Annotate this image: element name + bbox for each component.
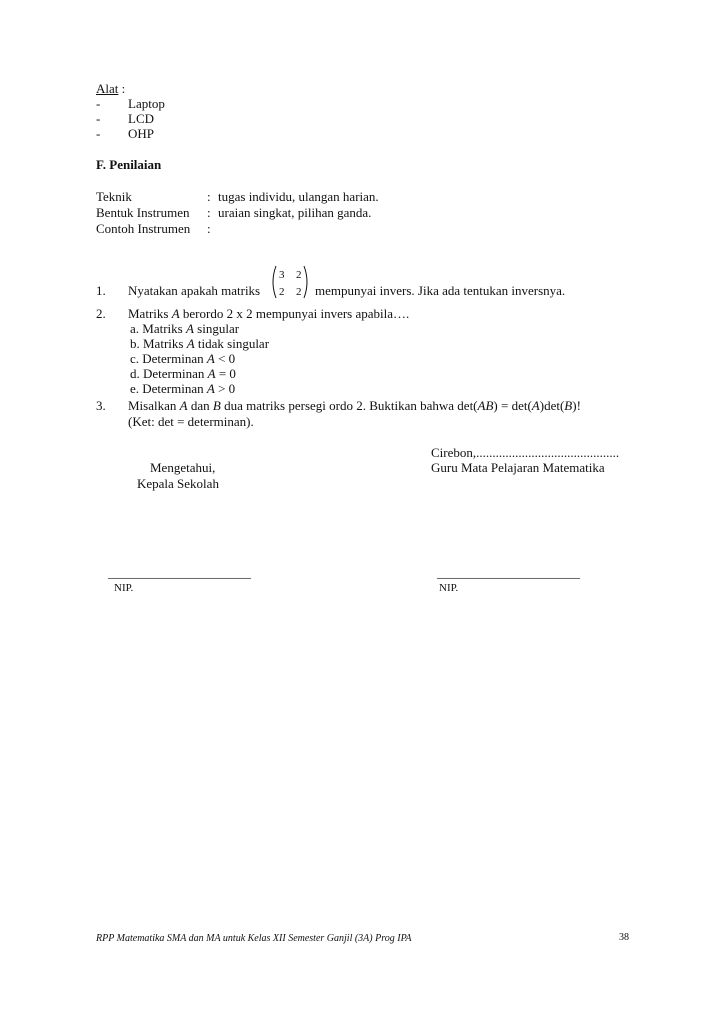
option-d-var: A <box>207 366 216 381</box>
option-b-post: tidak singular <box>194 336 270 351</box>
option-c-pre: c. Determinan <box>130 351 207 366</box>
question-3-text-part: Misalkan <box>128 398 180 413</box>
signature-left-nip: NIP. <box>114 582 134 594</box>
option-e-pre: e. Determinan <box>130 381 207 396</box>
signature-left-line: ______________________ <box>108 565 251 580</box>
matrix-cell-r1c1: 3 <box>279 269 285 281</box>
question-3-text-part: dan <box>187 398 213 413</box>
assessment-colon: : <box>207 205 211 220</box>
tools-heading <box>96 81 125 97</box>
question-3-var: AB <box>477 398 494 413</box>
tools-bullet: - <box>96 96 101 111</box>
option-d-post: = 0 <box>215 366 236 381</box>
signature-right-nip: NIP. <box>439 582 459 594</box>
option-d <box>130 366 236 382</box>
tools-item-ohp: OHP <box>128 126 155 141</box>
option-e <box>130 381 235 397</box>
question-3-text-part: )! <box>572 398 581 413</box>
signature-left-line1: Mengetahui, <box>150 460 216 475</box>
option-b-var: A <box>186 336 195 351</box>
signature-place-date: Cirebon,............................................ <box>431 445 620 460</box>
assessment-label-contoh: Contoh Instrumen <box>96 221 191 236</box>
option-b <box>130 336 269 352</box>
question-3-text <box>128 398 581 414</box>
tools-item-lcd: LCD <box>128 111 154 126</box>
assessment-colon: : <box>207 221 211 236</box>
signature-right-line1: Guru Mata Pelajaran Matematika <box>431 460 605 475</box>
footer-title: RPP Matematika SMA dan MA untuk Kelas XII Semester Ganjil (3A) Prog IPA <box>96 933 412 944</box>
tools-bullet: - <box>96 126 101 141</box>
tools-heading-word: Alat <box>96 81 119 96</box>
section-f-title: F. Penilaian <box>96 157 162 172</box>
assessment-value-bentuk: uraian singkat, pilihan ganda. <box>218 205 372 220</box>
question-3-number: 3. <box>96 398 106 413</box>
tools-item-laptop: Laptop <box>128 96 165 111</box>
question-2-text <box>128 306 409 322</box>
tools-bullet: - <box>96 111 101 126</box>
matrix-cell-r2c1: 2 <box>279 286 285 298</box>
option-a-var: A <box>185 321 194 336</box>
assessment-label-bentuk: Bentuk Instrumen <box>96 205 190 220</box>
assessment-colon: : <box>207 189 211 204</box>
option-c-var: A <box>206 351 215 366</box>
assessment-value-teknik: tugas individu, ulangan harian. <box>218 189 379 204</box>
option-c <box>130 351 235 367</box>
question-3-var: A <box>179 398 188 413</box>
matrix-brackets <box>269 264 311 300</box>
question-3-text-part: ) = det( <box>493 398 532 413</box>
question-2-text-part: Matriks <box>128 306 172 321</box>
option-b-pre: b. Matriks <box>130 336 187 351</box>
matrix-cell-r1c2: 2 <box>296 269 302 281</box>
signature-left-line2: Kepala Sekolah <box>137 476 219 491</box>
matrix-cell-r2c2: 2 <box>296 286 302 298</box>
question-3-var: B <box>564 398 573 413</box>
option-d-pre: d. Determinan <box>130 366 208 381</box>
option-e-var: A <box>206 381 215 396</box>
question-2-number: 2. <box>96 306 106 321</box>
page-number: 38 <box>619 932 629 943</box>
question-1-number: 1. <box>96 283 106 298</box>
question-3-text-part: )det( <box>539 398 565 413</box>
question-3-note: (Ket: det = determinan). <box>128 414 254 429</box>
question-2-text-part: berordo 2 x 2 mempunyai invers apabila…. <box>179 306 410 321</box>
question-3-var: B <box>212 398 221 413</box>
question-1-text-before: Nyatakan apakah matriks <box>128 283 261 298</box>
signature-right-line: ______________________ <box>437 565 580 580</box>
question-3-text-part: dua matriks persegi ordo 2. Buktikan bahwa det( <box>220 398 478 413</box>
question-3-var: A <box>531 398 540 413</box>
option-a <box>130 321 239 337</box>
option-c-post: < 0 <box>214 351 236 366</box>
question-2-var: A <box>171 306 180 321</box>
option-a-post: singular <box>193 321 240 336</box>
question-1-text-after: mempunyai invers. Jika ada tentukan inversnya. <box>315 283 566 298</box>
option-a-pre: a. Matriks <box>130 321 186 336</box>
assessment-label-teknik: Teknik <box>96 189 132 204</box>
option-e-post: > 0 <box>214 381 236 396</box>
tools-heading-colon: : <box>118 81 126 96</box>
